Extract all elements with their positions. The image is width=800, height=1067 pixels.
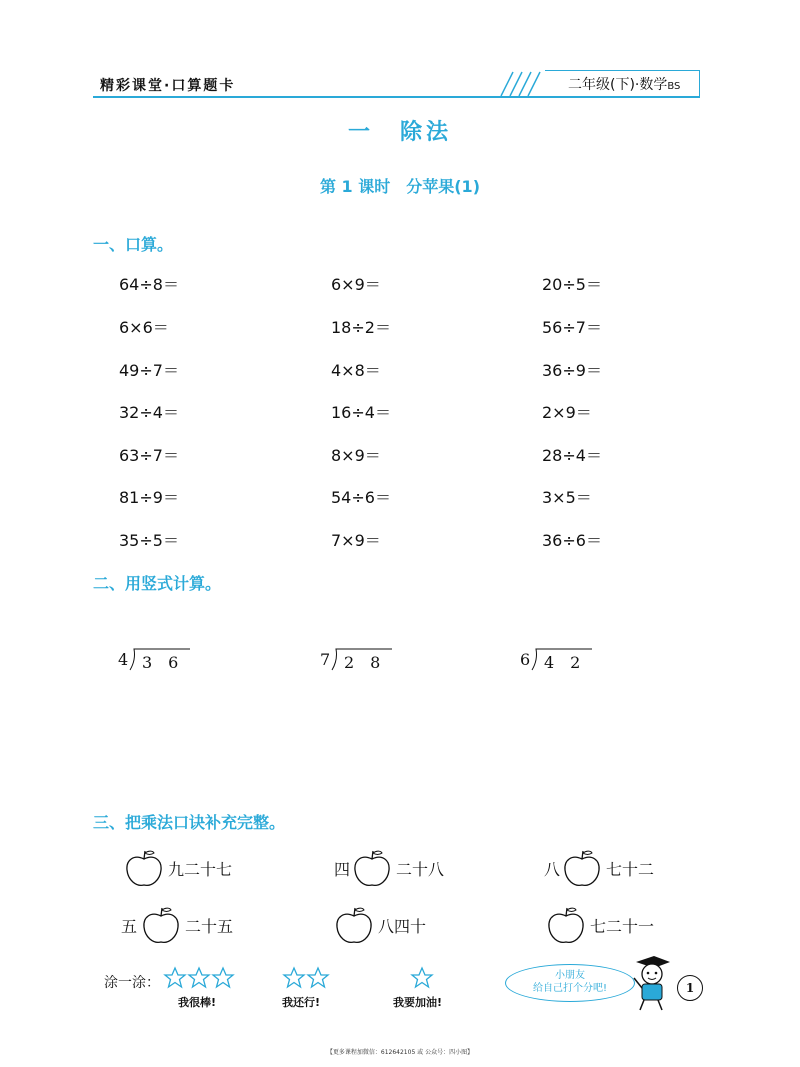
oral-problem: 49÷7＝ (119, 361, 179, 380)
oral-problem: 63÷7＝ (119, 446, 179, 465)
two-star-rating-icon[interactable] (282, 966, 330, 990)
footer-note: 【更多课程加微信：612642105 或 公众号：四小图】 (326, 1049, 474, 1056)
long-division-problem (320, 648, 400, 672)
header-grade-text: 二年级(下)·数学 (568, 77, 668, 93)
oral-problem: 20÷5＝ (542, 275, 602, 294)
ld-divisor: 6 (520, 650, 531, 669)
rating-label: 我很棒! (178, 996, 217, 1009)
header-grade-subject (568, 74, 680, 94)
page-number: 1 (677, 975, 703, 1001)
section3-heading: 三、把乘法口诀补充完整。 (93, 813, 286, 832)
oral-problem: 6×9＝ (331, 275, 381, 294)
rating-prompt: 涂一涂： (104, 975, 160, 991)
oral-problem: 36÷6＝ (542, 531, 602, 550)
multiplication-rhyme-text: 八四十 (378, 917, 427, 936)
three-star-rating-icon[interactable] (163, 966, 235, 990)
ld-divisor: 4 (118, 650, 129, 669)
ld-dividend: 2 8 (344, 653, 381, 672)
header-edition: BS (667, 81, 681, 92)
multiplication-rhyme-prefix: 八 (544, 860, 561, 879)
oral-problem: 81÷9＝ (119, 488, 179, 507)
oral-problem: 28÷4＝ (542, 446, 602, 465)
multiplication-rhyme-prefix: 四 (334, 860, 351, 879)
multiplication-rhyme-text: 二十五 (185, 917, 234, 936)
oral-problem: 8×9＝ (331, 446, 381, 465)
oral-problem: 3×5＝ (542, 488, 592, 507)
section1-heading: 一、口算。 (93, 235, 174, 254)
one-star-rating-icon[interactable] (410, 966, 434, 990)
apple-blank-icon (546, 905, 586, 945)
header-divider (93, 96, 700, 98)
rating-label: 我还行! (282, 996, 321, 1009)
oral-problem: 4×8＝ (331, 361, 381, 380)
bubble-line: 小朋友 (555, 970, 585, 981)
apple-blank-icon (334, 905, 374, 945)
multiplication-rhyme-prefix: 五 (121, 917, 138, 936)
oral-problem: 18÷2＝ (331, 318, 391, 337)
oral-problem: 36÷9＝ (542, 361, 602, 380)
apple-blank-icon (124, 848, 164, 888)
oral-problem: 6×6＝ (119, 318, 169, 337)
unit-title: 一 除法 (347, 120, 452, 145)
apple-blank-icon (141, 905, 181, 945)
rating-label: 我要加油! (393, 996, 443, 1009)
multiplication-rhyme-text: 九二十七 (168, 860, 233, 879)
oral-problem: 16÷4＝ (331, 403, 391, 422)
multiplication-rhyme-text: 七二十一 (590, 917, 655, 936)
long-division-problem (118, 648, 198, 672)
oral-problem: 32÷4＝ (119, 403, 179, 422)
bubble-line: 给自己打个分吧! (532, 983, 607, 994)
multiplication-rhyme-text: 七十二 (606, 860, 655, 879)
oral-problem: 2×9＝ (542, 403, 592, 422)
header-stripes-decoration (497, 70, 547, 96)
multiplication-rhyme-text: 二十八 (396, 860, 445, 879)
apple-blank-icon (352, 848, 392, 888)
ld-divisor: 7 (320, 650, 331, 669)
long-division-problem (520, 648, 600, 672)
oral-problem: 7×9＝ (331, 531, 381, 550)
ld-dividend: 3 6 (142, 653, 179, 672)
oral-problem: 64÷8＝ (119, 275, 179, 294)
apple-blank-icon (562, 848, 602, 888)
speech-bubble (505, 964, 635, 1002)
ld-dividend: 4 2 (544, 653, 581, 672)
oral-problem: 56÷7＝ (542, 318, 602, 337)
student-mascot-icon (628, 950, 674, 1012)
section2-heading: 二、用竖式计算。 (93, 574, 222, 593)
oral-problem: 35÷5＝ (119, 531, 179, 550)
lesson-title: 第 1 课时 分苹果(1) (319, 177, 481, 196)
header-book-title: 精彩课堂·口算题卡 (100, 78, 236, 94)
oral-problem: 54÷6＝ (331, 488, 391, 507)
